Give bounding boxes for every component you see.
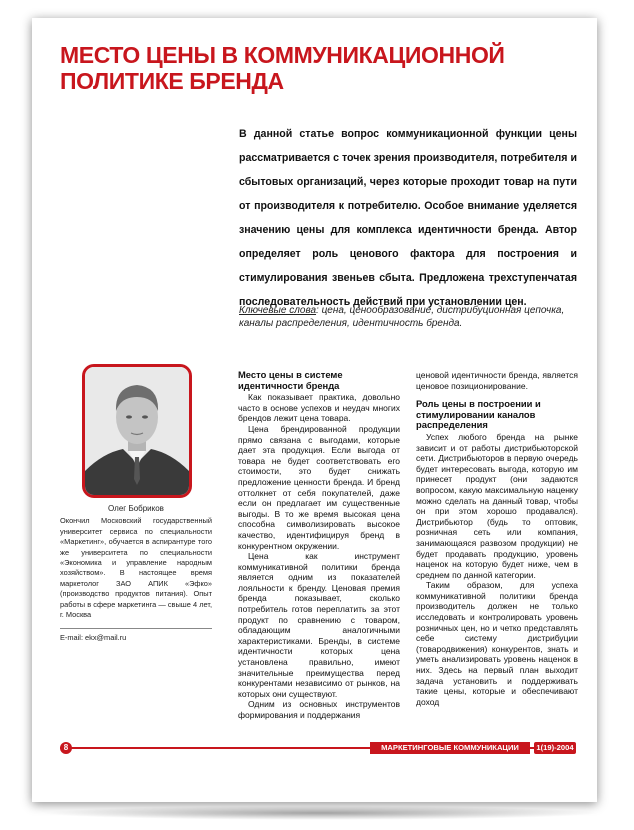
article-title	[60, 42, 520, 94]
paragraph: Как показывает практика, довольно часто в основе успехов и неудач многих брендов лежит цена товара.	[238, 392, 400, 424]
title-line-2: ПОЛИТИКЕ БРЕНДА	[60, 68, 284, 94]
author-email[interactable]: E-mail: ekx@mail.ru	[60, 633, 127, 643]
author-bio: Окончил Московский государственный университет сервиса по специальности «Маркетинг», обучается в аспирантуре того же университета по специальности «Экономика и управление народным хозяйством». В настоящее время маркетолог ЗАО АПИК «Эфко» (производство продуктов питания). Опыт работы в сфере маркетинга — свыше 4 лет, г. Москва	[60, 516, 212, 620]
keywords	[239, 304, 577, 330]
text-column-2	[416, 370, 578, 707]
page-number: 8	[60, 742, 72, 754]
journal-name: МАРКЕТИНГОВЫЕ КОММУНИКАЦИИ	[370, 742, 530, 754]
paragraph: Успех любого бренда на рынке зависит и от работы дистрибьюторской сети. Дистрибьюторов в первую очередь будет интересовать выгода, которую им принесет продукт (они задаются вопросом, какую максимальную наценку можно сделать на данный товар, чтобы он при этом хорошо продавался). Дистрибьютор (будь то оптовик, розничная сеть или компания, занимающаяся развозом продукции) не будет продавать продукцию, уровень наценок на которую будет ниже, чем в среднем по данной категории.	[416, 431, 578, 580]
paragraph: Одним из основных инструментов формирования и поддержания	[238, 699, 400, 720]
section-heading-2: Роль цены в построении и стимулировании каналов распределения	[416, 398, 541, 431]
paragraph: Цена брендированной продукции прямо связана с выгодами, которые дает эта продукция. Если выгода от товара не будет соответствовать его стоимости, это будет снижать предложение ценности бренда. И бренд оттолкнет от себя покупателей, даже если он предлагает им существенные выгоды. В то же время высокая цена способна символизировать высокое качество, идентифицируя бренд в конкурентном окружении.	[238, 423, 400, 551]
section-heading-1: Место цены в системе идентичности бренда	[238, 369, 343, 391]
paragraph: ценовой идентичности бренда, является ценовое позиционирование.	[416, 370, 578, 391]
author-photo	[82, 364, 192, 498]
issue-number: 1(19)-2004	[534, 742, 576, 754]
page-shadow	[40, 806, 600, 820]
author-block	[60, 504, 212, 644]
page-footer	[60, 742, 576, 754]
paragraph: Таким образом, для успеха коммуникативной политики бренда производитель должен не только исследовать и контролировать уровень розничных цен, но и четко представлять себе систему дистрибуции (товародвижения) конкурентов, знать и уметь анализировать уровень наценок в них. Здесь на первый план выходит задача установить и поддерживать такие цены, которые и обеспечивают доход	[416, 580, 578, 707]
keywords-text: : цена, ценообразование, дистрибуционная цепочка, каналы распределения, идентичность бренда.	[239, 305, 565, 329]
article-abstract: В данной статье вопрос коммуникационной функции цены рассматривается с точек зрения производителя, потребителя и сбытовых организаций, через которые проходит товар на пути от производителя к потребителю. Особое внимание уделяется значению цены для комплекса идентичности бренда. Автор определяет роль ценового фактора для построения и стимулирования звеньев сбыта. Предложена трехступенчатая последовательность действий при установлении цен.	[239, 128, 577, 308]
author-name: Олег Бобриков	[108, 504, 164, 513]
magazine-page	[32, 18, 597, 802]
author-divider	[60, 628, 212, 629]
text-column-1	[238, 370, 400, 721]
title-line-1: МЕСТО ЦЕНЫ В КОММУНИКАЦИОННОЙ	[60, 42, 505, 68]
author-portrait-icon	[85, 367, 189, 495]
keywords-label: Ключевые слова	[239, 305, 317, 316]
paragraph: Цена как инструмент коммуникативной политики бренда является одним из показателей лояльности к бренду. Ценовая премия бренда показывает, сколько потребитель готов переплатить за этот продукт по сравнению с товаром, обладающим аналогичными характеристиками. Бренды, в системе идентичности которых цена установлена правильно, имеют значительные преимущества перед конкурентами независимо от рынков, на которых они существуют.	[238, 551, 400, 699]
